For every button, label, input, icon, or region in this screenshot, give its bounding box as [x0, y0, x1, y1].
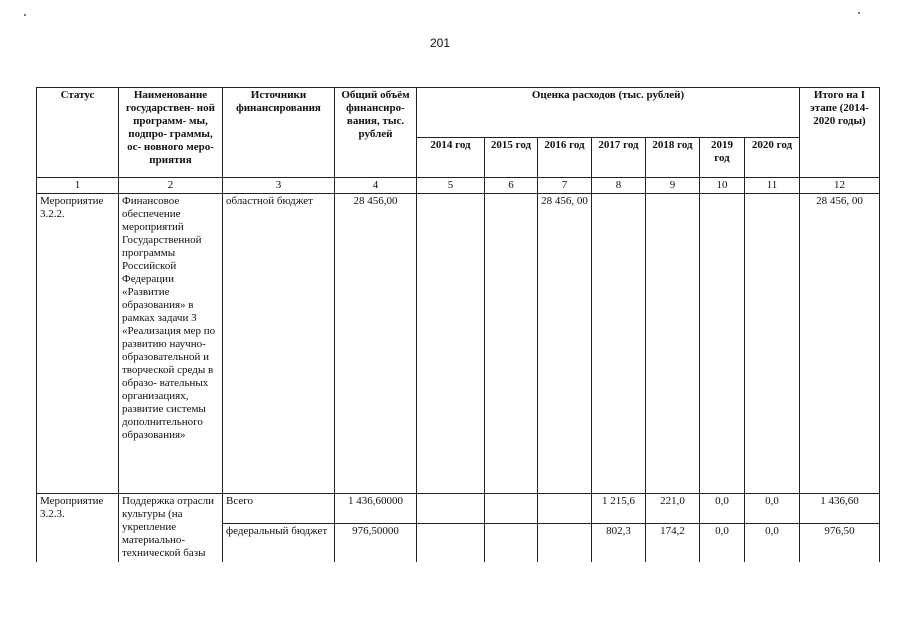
- column-number: 11: [745, 178, 800, 194]
- row-name: Финансовое обеспечение мероприятий Государственной программы Российской Федерации «Развитие образования» в рамках задачи 3 «Реализация мер по развитию научно- образовательной и творческой среды в образо- вательных организациях, развитие системы дополнительного образования»: [119, 194, 223, 494]
- row-2014: [417, 524, 485, 562]
- row-2019: 0,0: [700, 524, 745, 562]
- row-source: федеральный бюджет: [223, 524, 335, 562]
- row-name: Поддержка отрасли культуры (на укрепление материально- технической базы: [119, 494, 223, 562]
- row-total: 1 436,60000: [335, 494, 417, 524]
- header-itogo: Итого на I этапе (2014- 2020 годы): [800, 88, 880, 178]
- row-itogo: 976,50: [800, 524, 880, 562]
- row-2019: 0,0: [700, 494, 745, 524]
- row-2015: [485, 494, 538, 524]
- header-year: 2018 год: [646, 138, 700, 178]
- header-year: 2019 год: [700, 138, 745, 178]
- row-source: Всего: [223, 494, 335, 524]
- header-status: Статус: [37, 88, 119, 178]
- row-2017: [592, 194, 646, 494]
- row-2017: 1 215,6: [592, 494, 646, 524]
- column-number: 1: [37, 178, 119, 194]
- row-2014: [417, 494, 485, 524]
- header-name: Наименование государствен- ной программ- мы, подпро- граммы, ос- новного меро- приятия: [119, 88, 223, 178]
- table-row: [37, 194, 880, 494]
- row-total: 976,50000: [335, 524, 417, 562]
- row-itogo: 1 436,60: [800, 494, 880, 524]
- row-2018: [646, 194, 700, 494]
- row-2020: [745, 194, 800, 494]
- column-number: 4: [335, 178, 417, 194]
- header-year: 2020 год: [745, 138, 800, 178]
- header-total: Общий объём финансиро- вания, тыс. рублей: [335, 88, 417, 178]
- column-number: 2: [119, 178, 223, 194]
- column-number: 9: [646, 178, 700, 194]
- header-year: 2014 год: [417, 138, 485, 178]
- table-row: [37, 494, 880, 524]
- column-number: 12: [800, 178, 880, 194]
- row-2015: [485, 194, 538, 494]
- header-year: 2015 год: [485, 138, 538, 178]
- page-number: 201: [429, 36, 451, 50]
- header-year: 2017 год: [592, 138, 646, 178]
- column-number: 3: [223, 178, 335, 194]
- row-2016: [538, 524, 592, 562]
- row-2016: [538, 494, 592, 524]
- row-status: Мероприятие 3.2.3.: [37, 494, 119, 562]
- header-year: 2016 год: [538, 138, 592, 178]
- row-2018: 174,2: [646, 524, 700, 562]
- row-source: областной бюджет: [223, 194, 335, 494]
- scan-speck: [858, 12, 860, 14]
- row-2014: [417, 194, 485, 494]
- row-status: Мероприятие 3.2.2.: [37, 194, 119, 494]
- header-sources: Источники финансирования: [223, 88, 335, 178]
- column-number: 7: [538, 178, 592, 194]
- row-itogo: 28 456, 00: [800, 194, 880, 494]
- header-estimate: Оценка расходов (тыс. рублей): [417, 88, 800, 138]
- row-2020: 0,0: [745, 524, 800, 562]
- scan-speck: [24, 14, 26, 16]
- row-2017: 802,3: [592, 524, 646, 562]
- column-number: 10: [700, 178, 745, 194]
- financing-table: [36, 87, 880, 562]
- row-2018: 221,0: [646, 494, 700, 524]
- row-2015: [485, 524, 538, 562]
- row-total: 28 456,00: [335, 194, 417, 494]
- row-2019: [700, 194, 745, 494]
- row-2020: 0,0: [745, 494, 800, 524]
- column-number: 8: [592, 178, 646, 194]
- column-number: 6: [485, 178, 538, 194]
- column-number: 5: [417, 178, 485, 194]
- row-2016: 28 456, 00: [538, 194, 592, 494]
